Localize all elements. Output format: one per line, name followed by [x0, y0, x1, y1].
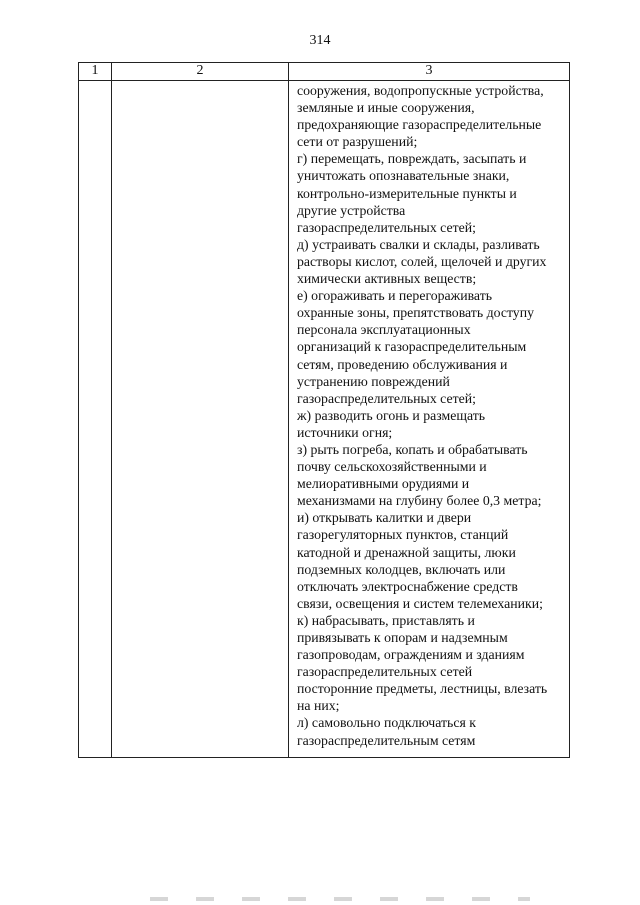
text-line: мелиоративными орудиями и — [297, 476, 470, 492]
text-line: газораспределительным сетям — [297, 732, 476, 748]
text-line: на них; — [297, 698, 340, 714]
text-line: подземных колодцев, включать или — [297, 561, 506, 577]
text-line: почву сельскохозяйственными и — [297, 459, 487, 475]
page-number: 314 — [309, 33, 331, 48]
text-line: газопроводам, ограждениям и зданиям — [297, 647, 525, 663]
table-cell-col3 — [289, 81, 570, 758]
column-header-1: 1 — [79, 63, 112, 81]
table-header-row — [79, 63, 570, 81]
text-line: связи, освещения и систем телемеханики; — [297, 595, 543, 611]
column-header-3: 3 — [289, 63, 570, 81]
text-line: ж) разводить огонь и размещать — [297, 407, 486, 423]
text-line: охранные зоны, препятствовать доступу — [297, 305, 534, 321]
table-cell-col1 — [79, 81, 112, 758]
text-line: контрольно-измерительные пункты и — [297, 185, 517, 201]
text-line: посторонние предметы, лестницы, влезать — [297, 681, 548, 697]
text-line: другие устройства — [297, 202, 406, 218]
text-line: химически активных веществ; — [297, 271, 477, 287]
text-line: и) открывать калитки и двери — [297, 510, 472, 526]
column-header-2: 2 — [112, 63, 289, 81]
text-line: л) самовольно подключаться к — [297, 715, 476, 731]
text-line: механизмами на глубину более 0,3 метра; — [297, 493, 542, 509]
text-line: з) рыть погреба, копать и обрабатывать — [297, 441, 528, 457]
text-line: предохраняющие газораспределительные — [297, 117, 542, 133]
text-line: сети от разрушений; — [297, 134, 418, 150]
text-line: источники огня; — [297, 424, 393, 440]
table-cell-col2 — [112, 81, 289, 758]
text-line: отключать электроснабжение средств — [297, 578, 518, 594]
text-line: д) устраивать свалки и склады, разливать — [297, 236, 540, 252]
text-line: сооружения, водопропускные устройства, — [297, 83, 544, 98]
text-line: земляные и иные сооружения, — [297, 100, 475, 116]
text-line: газораспределительных сетей — [297, 664, 473, 680]
text-line: персонала эксплуатационных — [297, 322, 471, 338]
prohibitions-text — [289, 81, 569, 749]
text-line: уничтожать опознавательные знаки, — [297, 168, 510, 184]
text-line: газорегуляторных пунктов, станций — [297, 527, 509, 543]
text-line: растворы кислот, солей, щелочей и других — [297, 253, 547, 269]
text-line: газораспределительных сетей; — [297, 219, 476, 235]
text-line: сетям, проведению обслуживания и — [297, 356, 508, 372]
table-row — [79, 81, 570, 758]
text-line: организаций к газораспределительным — [297, 339, 527, 355]
document-table — [78, 62, 570, 758]
text-line: устранению повреждений — [297, 373, 450, 389]
scan-artifact — [150, 897, 530, 901]
text-line: г) перемещать, повреждать, засыпать и — [297, 151, 527, 167]
text-line: газораспределительных сетей; — [297, 390, 476, 406]
text-line: привязывать к опорам и надземным — [297, 630, 508, 645]
text-line: к) набрасывать, приставлять и — [297, 612, 475, 628]
text-line: катодной и дренажной защиты, люки — [297, 544, 516, 560]
text-line: е) огораживать и перегораживать — [297, 288, 493, 304]
